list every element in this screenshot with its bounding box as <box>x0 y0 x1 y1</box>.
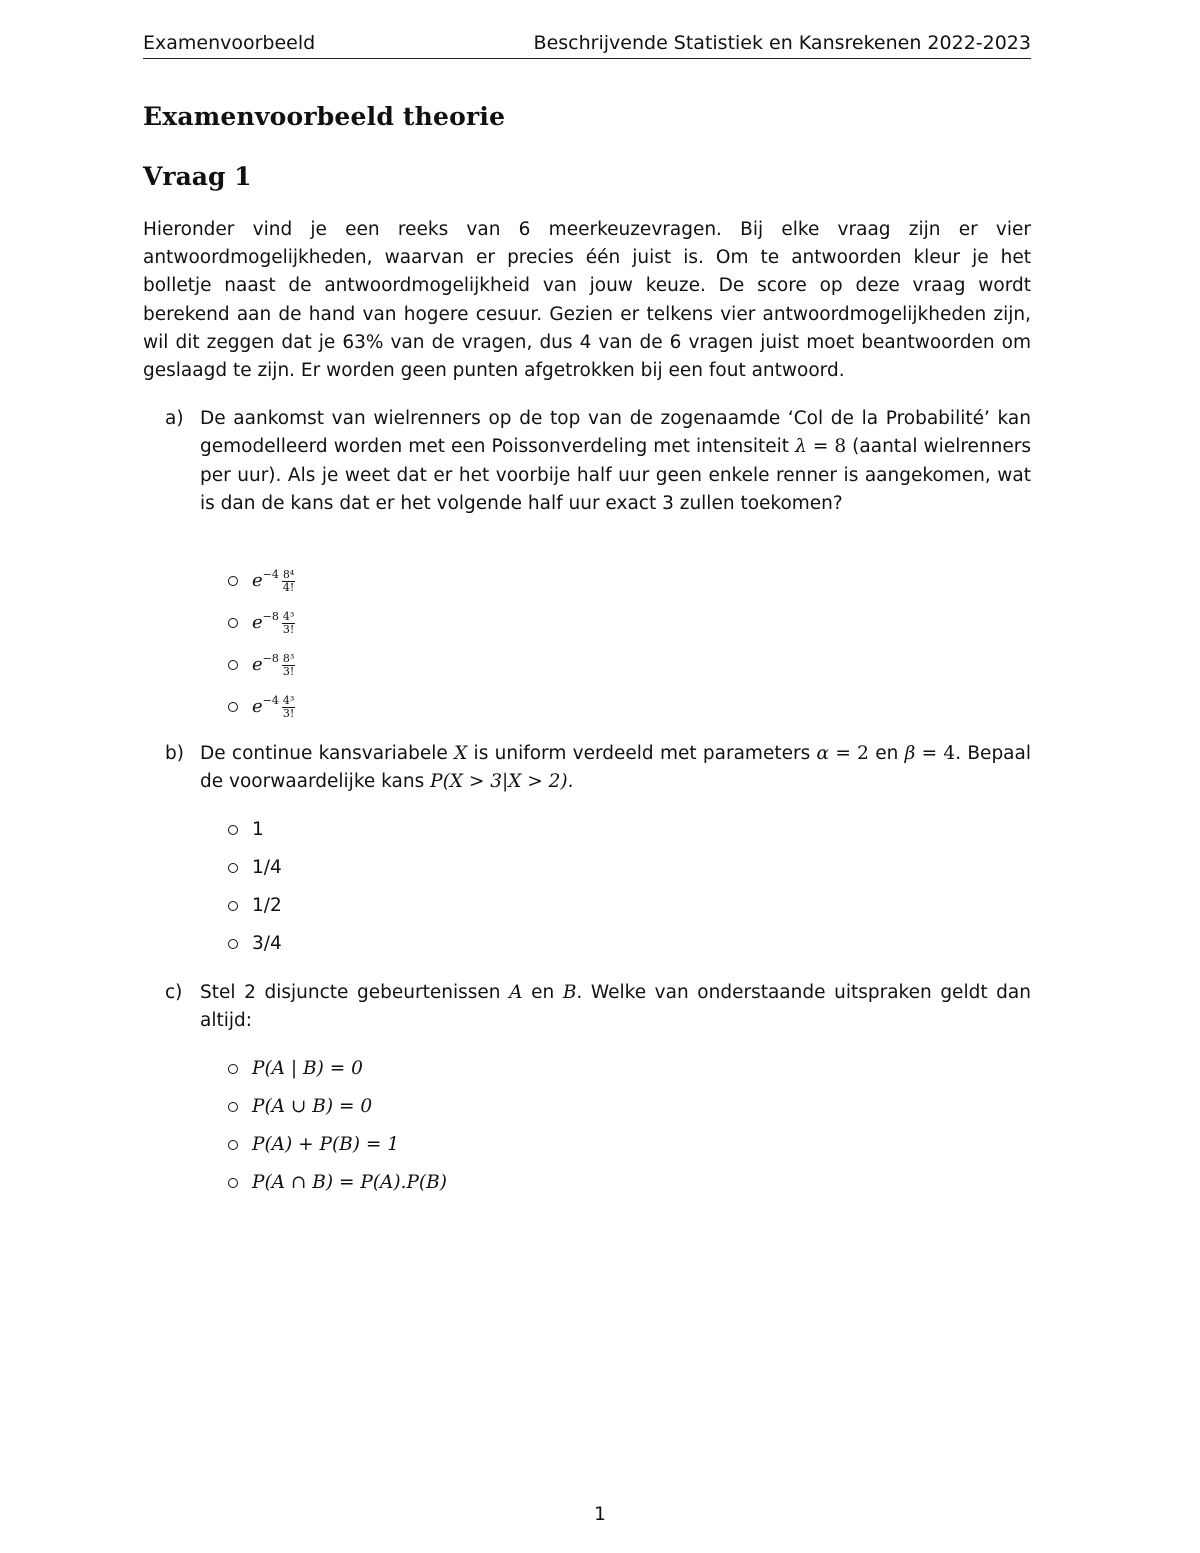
option-formula: e $^{-8}$ $\frac{\text{8³}}{3!}$ <box>252 651 295 678</box>
option-label: 1 <box>252 819 264 840</box>
running-header <box>143 30 1031 59</box>
option-c2[interactable] <box>228 1093 372 1121</box>
option-label: P(A) + P(B) = 1 <box>252 1134 400 1155</box>
header-right: Beschrijvende Statistiek en Kansrekenen 2022-2023 <box>533 32 1031 54</box>
option-c3[interactable] <box>228 1131 399 1159</box>
page-title: Examenvoorbeeld theorie <box>143 102 506 131</box>
option-formula: e $^{-4}$ $\frac{\text{4³}}{3!}$ <box>252 693 295 720</box>
option-label: 3/4 <box>252 933 282 954</box>
option-label: P(A | B) = 0 <box>252 1058 363 1079</box>
radio-bullet[interactable] <box>228 1140 238 1150</box>
option-formula: e $^{-4}$ $\frac{\text{8⁴}}{4!}$ <box>252 567 295 594</box>
radio-bullet[interactable] <box>228 939 238 949</box>
option-b4[interactable] <box>228 930 282 958</box>
radio-bullet[interactable] <box>228 1102 238 1112</box>
question-b <box>143 740 1031 797</box>
radio-bullet[interactable] <box>228 660 238 670</box>
intro-paragraph: Hieronder vind je een reeks van 6 meerkeuzevragen. Bij elke vraag zijn er vier antwoordmogelijkheden, waarvan er precies één juist is. Om te antwoorden kleur je het bolletje naast de antwoordmogelijkheid van jouw keuze. De score op deze vraag wordt berekend aan de hand van hogere cesuur. Gezien er telkens vier antwoordmogelijkheden zijn, wil dit zeggen dat je 63% van de vragen, dus 4 van de 6 vragen juist moet beantwoorden om geslaagd te zijn. Er worden geen punten afgetrokken bij een fout antwoord. <box>143 219 1031 382</box>
radio-bullet[interactable] <box>228 576 238 586</box>
option-c1[interactable] <box>228 1055 363 1083</box>
lambda-symbol: λ <box>795 436 807 458</box>
radio-bullet[interactable] <box>228 825 238 835</box>
option-label: P(A ∪ B) = 0 <box>252 1096 373 1117</box>
option-c4[interactable] <box>228 1169 447 1197</box>
option-formula: e $^{-8}$ $\frac{\text{4³}}{3!}$ <box>252 609 295 636</box>
radio-bullet[interactable] <box>228 1064 238 1074</box>
radio-bullet[interactable] <box>228 901 238 911</box>
question-label: b) <box>165 743 184 764</box>
option-a1[interactable] <box>228 567 295 595</box>
question-label: a) <box>165 408 184 429</box>
option-a3[interactable] <box>228 651 295 679</box>
page-number: 1 <box>594 1504 606 1525</box>
option-b2[interactable] <box>228 854 282 882</box>
radio-bullet[interactable] <box>228 1178 238 1188</box>
section-title: Vraag 1 <box>143 162 252 191</box>
header-left: Examenvoorbeeld <box>143 32 316 54</box>
option-a2[interactable] <box>228 609 295 637</box>
option-label: 1/4 <box>252 857 282 878</box>
question-text: Stel 2 disjuncte gebeurtenissen A en B. Welke van onderstaande uitspraken geldt dan altijd: <box>200 982 1031 1032</box>
question-c <box>143 979 1031 1036</box>
option-b1[interactable] <box>228 816 264 844</box>
question-label: c) <box>165 982 183 1003</box>
radio-bullet[interactable] <box>228 702 238 712</box>
radio-bullet[interactable] <box>228 618 238 628</box>
option-label: P(A ∩ B) = P(A).P(B) <box>252 1172 447 1193</box>
question-text: De aankomst van wielrenners op de top van de zogenaamde ‘Col de la Probabilité’ kan gemodelleerd worden met een Poissonverdeling met intensiteit λ = 8 (aantal wielrenners per uur). Als je weet dat er het voorbije half uur geen enkele renner is aangekomen, wat is dan de kans dat er het volgende half uur exact 3 zullen toekomen? <box>200 408 1031 515</box>
option-b3[interactable] <box>228 892 282 920</box>
question-text: De continue kansvariabele X is uniform verdeeld met parameters α = 2 en β = 4. Bepaal de voorwaardelijke kans P(X > 3|X > 2). <box>200 743 1031 793</box>
radio-bullet[interactable] <box>228 863 238 873</box>
question-a <box>143 405 1031 519</box>
option-label: 1/2 <box>252 895 282 916</box>
option-a4[interactable] <box>228 693 295 721</box>
